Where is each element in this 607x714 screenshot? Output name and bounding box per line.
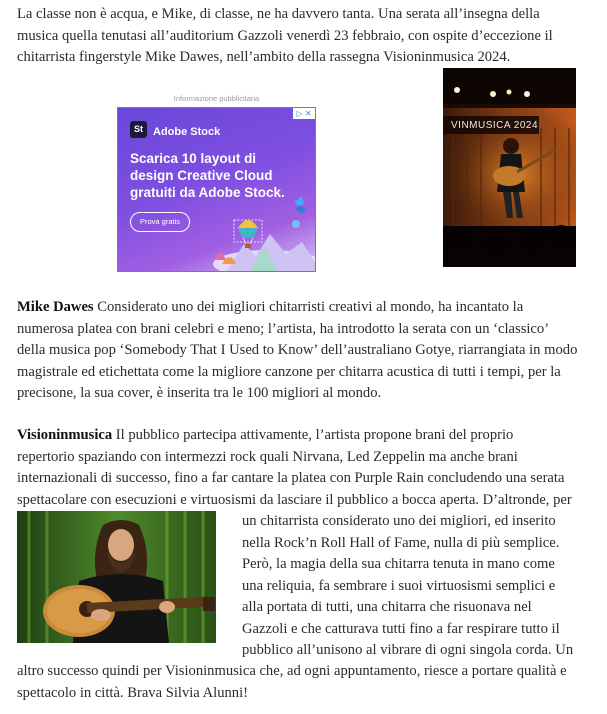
ad-cta-button[interactable]: Prova gratis bbox=[130, 212, 190, 232]
text-line: un chitarrista considerato uno dei migliori, ed inserito bbox=[242, 513, 556, 529]
text-line: numerosa platea con brani celebri e meno; l’artista, ha introdotto la serata con un ‘classico’ bbox=[17, 320, 550, 337]
text-line: magistrale ed etichettata come la migliore canzone per chitarra acustica di tutti i tempi, per la bbox=[17, 363, 561, 380]
mike-dawes-paragraph bbox=[17, 297, 577, 405]
text-line: precisone, la sua cover, è inserita tra le 100 migliori al mondo. bbox=[17, 385, 382, 401]
text-line: nella Rock’n Roll Hall of Fame, nulla di più semplice. bbox=[242, 534, 560, 551]
text-line bbox=[17, 297, 577, 319]
section-lead: Mike Dawes bbox=[17, 299, 94, 315]
concert-photo bbox=[443, 68, 576, 267]
adobe-stock-logo-icon: St bbox=[130, 121, 147, 138]
visioninmusica-paragraph bbox=[17, 425, 572, 511]
wrapped-text bbox=[242, 511, 573, 662]
text-line: spettacolare con esecuzioni e virtuosismi da lasciare il pubblico a bocca aperta. D’altronde, per bbox=[17, 491, 572, 508]
text-line: repertorio spaziando con intermezzi rock quali Nirvana, Led Zeppelin ma anche brani bbox=[17, 448, 518, 465]
section-lead: Visioninmusica bbox=[17, 427, 113, 443]
ad-choices-close-icon[interactable]: ▷ ✕ bbox=[293, 108, 315, 119]
guitarist-scene-icon bbox=[17, 511, 216, 643]
text-line: della musica pop ‘Somebody That I Used to Know’ dell’australiano Gotye, riarrangiata in modo bbox=[17, 342, 578, 358]
ad-banner[interactable] bbox=[117, 107, 316, 272]
text-line: una reliquia, fa sembrare i suoi virtuosismi semplici e bbox=[242, 577, 556, 594]
text-line: musica quella tenutasi all’auditorium Gazzoli venerdì 23 febbraio, con ospite d’eccezione il bbox=[17, 27, 553, 44]
text-line: altro successo quindi per Visioninmusica che, ad ogni appuntamento, riesce a portare qualità e bbox=[17, 663, 567, 679]
text-line: spettacolo in città. Brava Silvia Alunni! bbox=[17, 684, 249, 701]
text-span: Considerato uno dei migliori chitarristi creativi al mondo, ha incantato la bbox=[93, 299, 524, 315]
text-span: Il pubblico partecipa attivamente, l’artista propone brani del proprio bbox=[112, 427, 514, 443]
stage-scene-icon bbox=[443, 68, 576, 267]
stage-banner: VINMUSICA 2024 bbox=[451, 120, 539, 131]
ad-headline: Scarica 10 layout di design Creative Cloud gratuiti da Adobe Stock. bbox=[130, 151, 285, 200]
text-line: Però, la magia della sua chitarra tenuta in mano come bbox=[242, 556, 555, 572]
text-line bbox=[17, 425, 572, 447]
text-line: pubblico all’unisono al vibrare di ogni singola corda. Un bbox=[242, 642, 574, 658]
closing-text bbox=[17, 661, 567, 704]
text-line: alla portata di tutti, una chitarra che risuonava nel bbox=[242, 599, 532, 615]
text-line: chitarrista fingerstyle Mike Dawes, nell’ambito della rassegna Visioninmusica 2024. bbox=[17, 49, 511, 65]
intro-paragraph bbox=[17, 4, 553, 69]
text-line: internazionali di successo, fino a far cantare la platea con Purple Rain concludendo una serata bbox=[17, 470, 565, 486]
text-line: La classe non è acqua, e Mike, di classe, ne ha davvero tanta. Una serata all’insegna della bbox=[17, 6, 540, 22]
text-line: Gazzoli e che catturava tutti fino a far respirare tutto il bbox=[242, 620, 560, 637]
ad-label: Informazione pubblicitaria bbox=[173, 94, 260, 103]
ad-brand: Adobe Stock bbox=[153, 126, 221, 138]
ad-illustration-icon bbox=[206, 194, 316, 272]
guitarist-photo bbox=[17, 511, 216, 643]
